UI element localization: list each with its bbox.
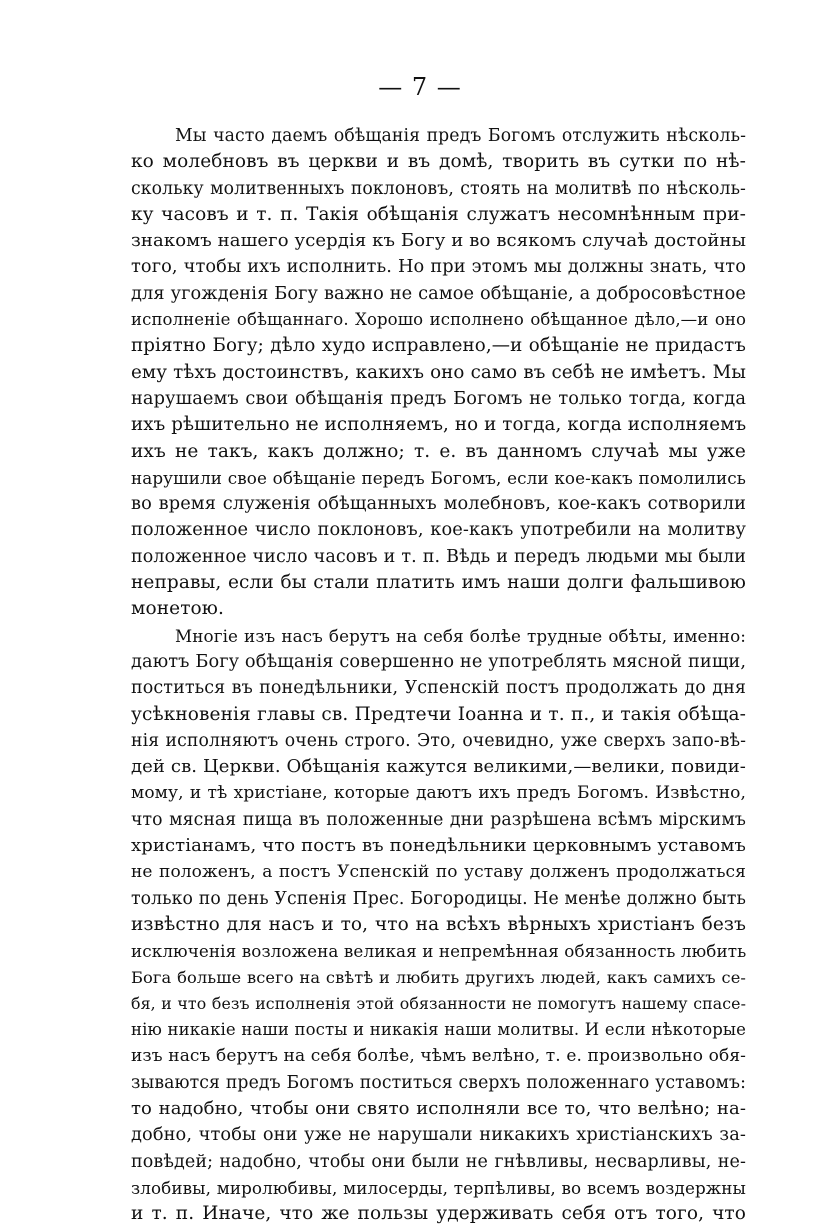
text-line: усѣкновенія главы св. Предтечи Іоанна и т. п., и такія обѣща- (131, 703, 746, 725)
body-text (131, 123, 746, 1227)
text-line: ему тѣхъ достоинствъ, какихъ оно само въ себѣ не имѣетъ. Мы (131, 361, 746, 383)
text-line: ихъ рѣшительно не исполняемъ, но и тогда, когда исполняемъ (131, 414, 747, 436)
text-line: христіанамъ, что постъ въ понедѣльники церковнымъ уставомъ (131, 835, 746, 857)
text-line: ко молебновъ въ церкви и въ домѣ, творить въ сутки по нѣ- (131, 151, 746, 173)
text-line: Многіе изъ насъ берутъ на себя болѣе трудные обѣты, именно: (175, 625, 746, 646)
text-line: знакомъ нашего усердія къ Богу и во всякомъ случаѣ достойны (131, 230, 746, 252)
text-line: поститься въ понедѣльники, Успенскій постъ продолжать до дня (131, 678, 746, 699)
text-line: добно, чтобы они уже не нарушали никакихъ христіанскихъ за- (131, 1125, 746, 1146)
text-line: изъ насъ берутъ на себя болѣе, чѣмъ велѣно, т. е. произвольно обя- (131, 1046, 746, 1067)
text-line: только по день Успенія Прес. Богородицы. Не менѣе должно быть (131, 888, 746, 909)
text-line: положенное число поклоновъ, кое-какъ употребили на молитву (131, 520, 746, 541)
text-line: нарушили свое обѣщаніе передъ Богомъ, если кое-какъ помолились (131, 467, 746, 488)
text-line: не положенъ, а постъ Успенскій по уставу долженъ продолжаться (131, 862, 746, 883)
text-line: монетою. (131, 598, 224, 620)
text-line: дей св. Церкви. Обѣщанія кажутся великими,—велики, повиди- (131, 756, 746, 778)
text-line: повѣдей; надобно, чтобы они были не гнѣвливы, несварливы, не- (131, 1151, 746, 1172)
text-line: положенное число часовъ и т. п. Вѣдь и передъ людьми мы были (131, 546, 746, 567)
text-line: то надобно, чтобы они свято исполняли все то, что велѣно; на- (131, 1097, 746, 1119)
text-line: даютъ Богу обѣщанія совершенно не употреблять мясной пищи, (131, 651, 747, 672)
page-number: — 7 — (378, 73, 462, 101)
text-line: ку часовъ и т. п. Такія обѣщанія служатъ несомнѣнным при- (131, 203, 746, 225)
text-line: и т. п. Иначе, что же пользы удерживать себя отъ того, что (131, 1203, 746, 1225)
text-line: того, чтобы ихъ исполнить. Но при этомъ мы должны знать, что (131, 257, 746, 278)
text-line: пріятно Богу; дѣло худо исправлено,—и обѣщаніе не придастъ (131, 335, 746, 357)
text-line: нарушаемъ свои обѣщанія предъ Богомъ не только тогда, когда (131, 388, 746, 409)
text-line: во время служенія обѣщанныхъ молебновъ, кое-какъ сотворили (131, 494, 746, 515)
text-line: Мы часто даемъ обѣщанія предъ Богомъ отслужить нѣсколь- (175, 126, 746, 146)
text-line: исключенія возложена великая и непремѣнная обязанность любить (131, 941, 747, 962)
text-line: для угожденія Богу важно не самое обѣщаніе, а добросовѣстное (131, 283, 746, 304)
text-line: нія исполняютъ очень строго. Это, очевидно, уже сверхъ запо-вѣ- (131, 730, 746, 751)
text-line: мому, и тѣ христіане, которые даютъ ихъ предъ Богомъ. Извѣстно, (131, 783, 746, 804)
text-line: зываются предъ Богомъ поститься сверхъ положеннаго уставомъ: (131, 1072, 746, 1093)
text-line: извѣстно для насъ и то, что на всѣхъ вѣрныхъ христіанъ безъ (131, 913, 746, 935)
text-line: скольку молитвенныхъ поклоновъ, стоять на молитвѣ по нѣсколь- (131, 178, 746, 199)
text-line: что мясная пища въ положенные дни разрѣшена всѣмъ мірскимъ (131, 809, 746, 830)
text-line: Бога больше всего на свѣтѣ и любить другихъ людей, какъ самихъ се- (131, 967, 746, 987)
text-line: исполненіе обѣщаннаго. Хорошо исполнено обѣщанное дѣло,—и оно (131, 310, 746, 330)
text-line: бя, и что безъ исполненія этой обязанности не помогутъ нашему спасе- (131, 993, 746, 1013)
text-line: нію никакіе наши посты и никакія наши молитвы. И если нѣкоторые (131, 1020, 746, 1040)
text-line: неправы, если бы стали платить имъ наши долги фальшивою (131, 572, 746, 594)
text-line: ихъ не такъ, какъ должно; т. е. въ данномъ случаѣ мы уже (131, 440, 746, 462)
text-line: злобивы, миролюбивы, милосерды, терпѣливы, во всемъ воздержны (131, 1177, 746, 1198)
